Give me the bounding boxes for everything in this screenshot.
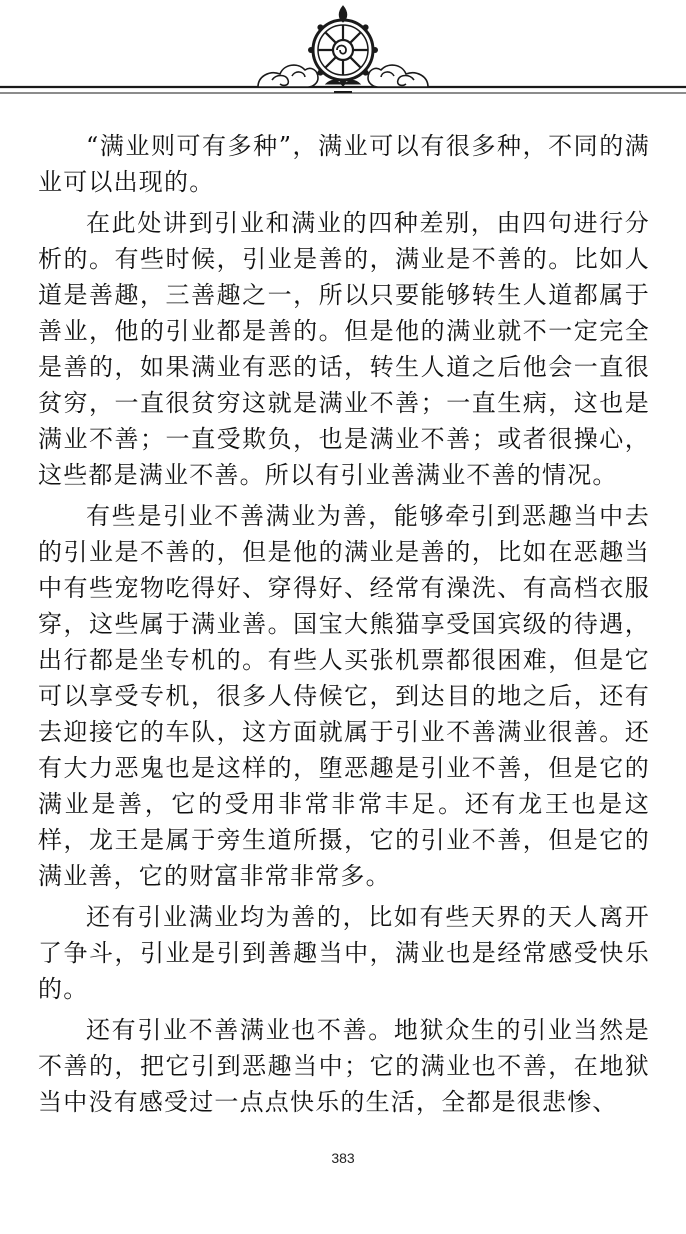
paragraph: 在此处讲到引业和满业的四种差别，由四句进行分析的。有些时候，引业是善的，满业是不善的。比如人道是善趣，三善趣之一，所以只要能够转生人道都属于善业，他的引业都是善的。但是他的满业就不一定完全是善的，如果满业有恶的话，转生人道之后他会一直很贫穷，一直很贫穷这就是满业不善；一直生病，这也是满业不善；一直受欺负，也是满业不善；或者很操心，这些都是满业不善。所以有引业善满业不善的情况。: [38, 209, 650, 489]
page-number: 383: [331, 1150, 355, 1166]
header-ornament-graphic: [0, 0, 686, 110]
right-cloud-icon: [368, 65, 428, 87]
paragraph: 有些是引业不善满业为善，能够牵引到恶趣当中去的引业是不善的，但是他的满业是善的，比如在恶趣当中有些宠物吃得好、穿得好、经常有澡洗、有高档衣服穿，这些属于满业善。国宝大熊猫享受国宾级的待遇，出行都是坐专机的。有些人买张机票都很困难，但是它可以享受专机，很多人侍候它，到达目的地之后，还有去迎接它的车队，这方面就属于引业不善满业很善。还有大力恶鬼也是这样的，堕恶趣是引业不善，但是它的满业是善，它的受用非常非常丰足。还有龙王也是这样，龙王是属于旁生道所摄，它的引业不善，但是它的满业善，它的财富非常非常多。: [38, 502, 650, 890]
paragraph: “满业则可有多种”，满业可以有很多种，不同的满业可以出现的。: [38, 132, 650, 196]
left-cloud-icon: [258, 65, 318, 87]
page-body: [38, 128, 650, 1120]
paragraph: 还有引业满业均为善的，比如有些天界的天人离开了争斗，引业是引到善趣当中，满业也是经常感受快乐的。: [38, 903, 650, 1003]
paragraph: 还有引业不善满业也不善。地狱众生的引业当然是不善的，把它引到恶趣当中；它的满业也不善，在地狱当中没有感受过一点点快乐的生活，全都是很悲惨、: [38, 1016, 650, 1116]
page-header-ornament: [0, 0, 686, 110]
